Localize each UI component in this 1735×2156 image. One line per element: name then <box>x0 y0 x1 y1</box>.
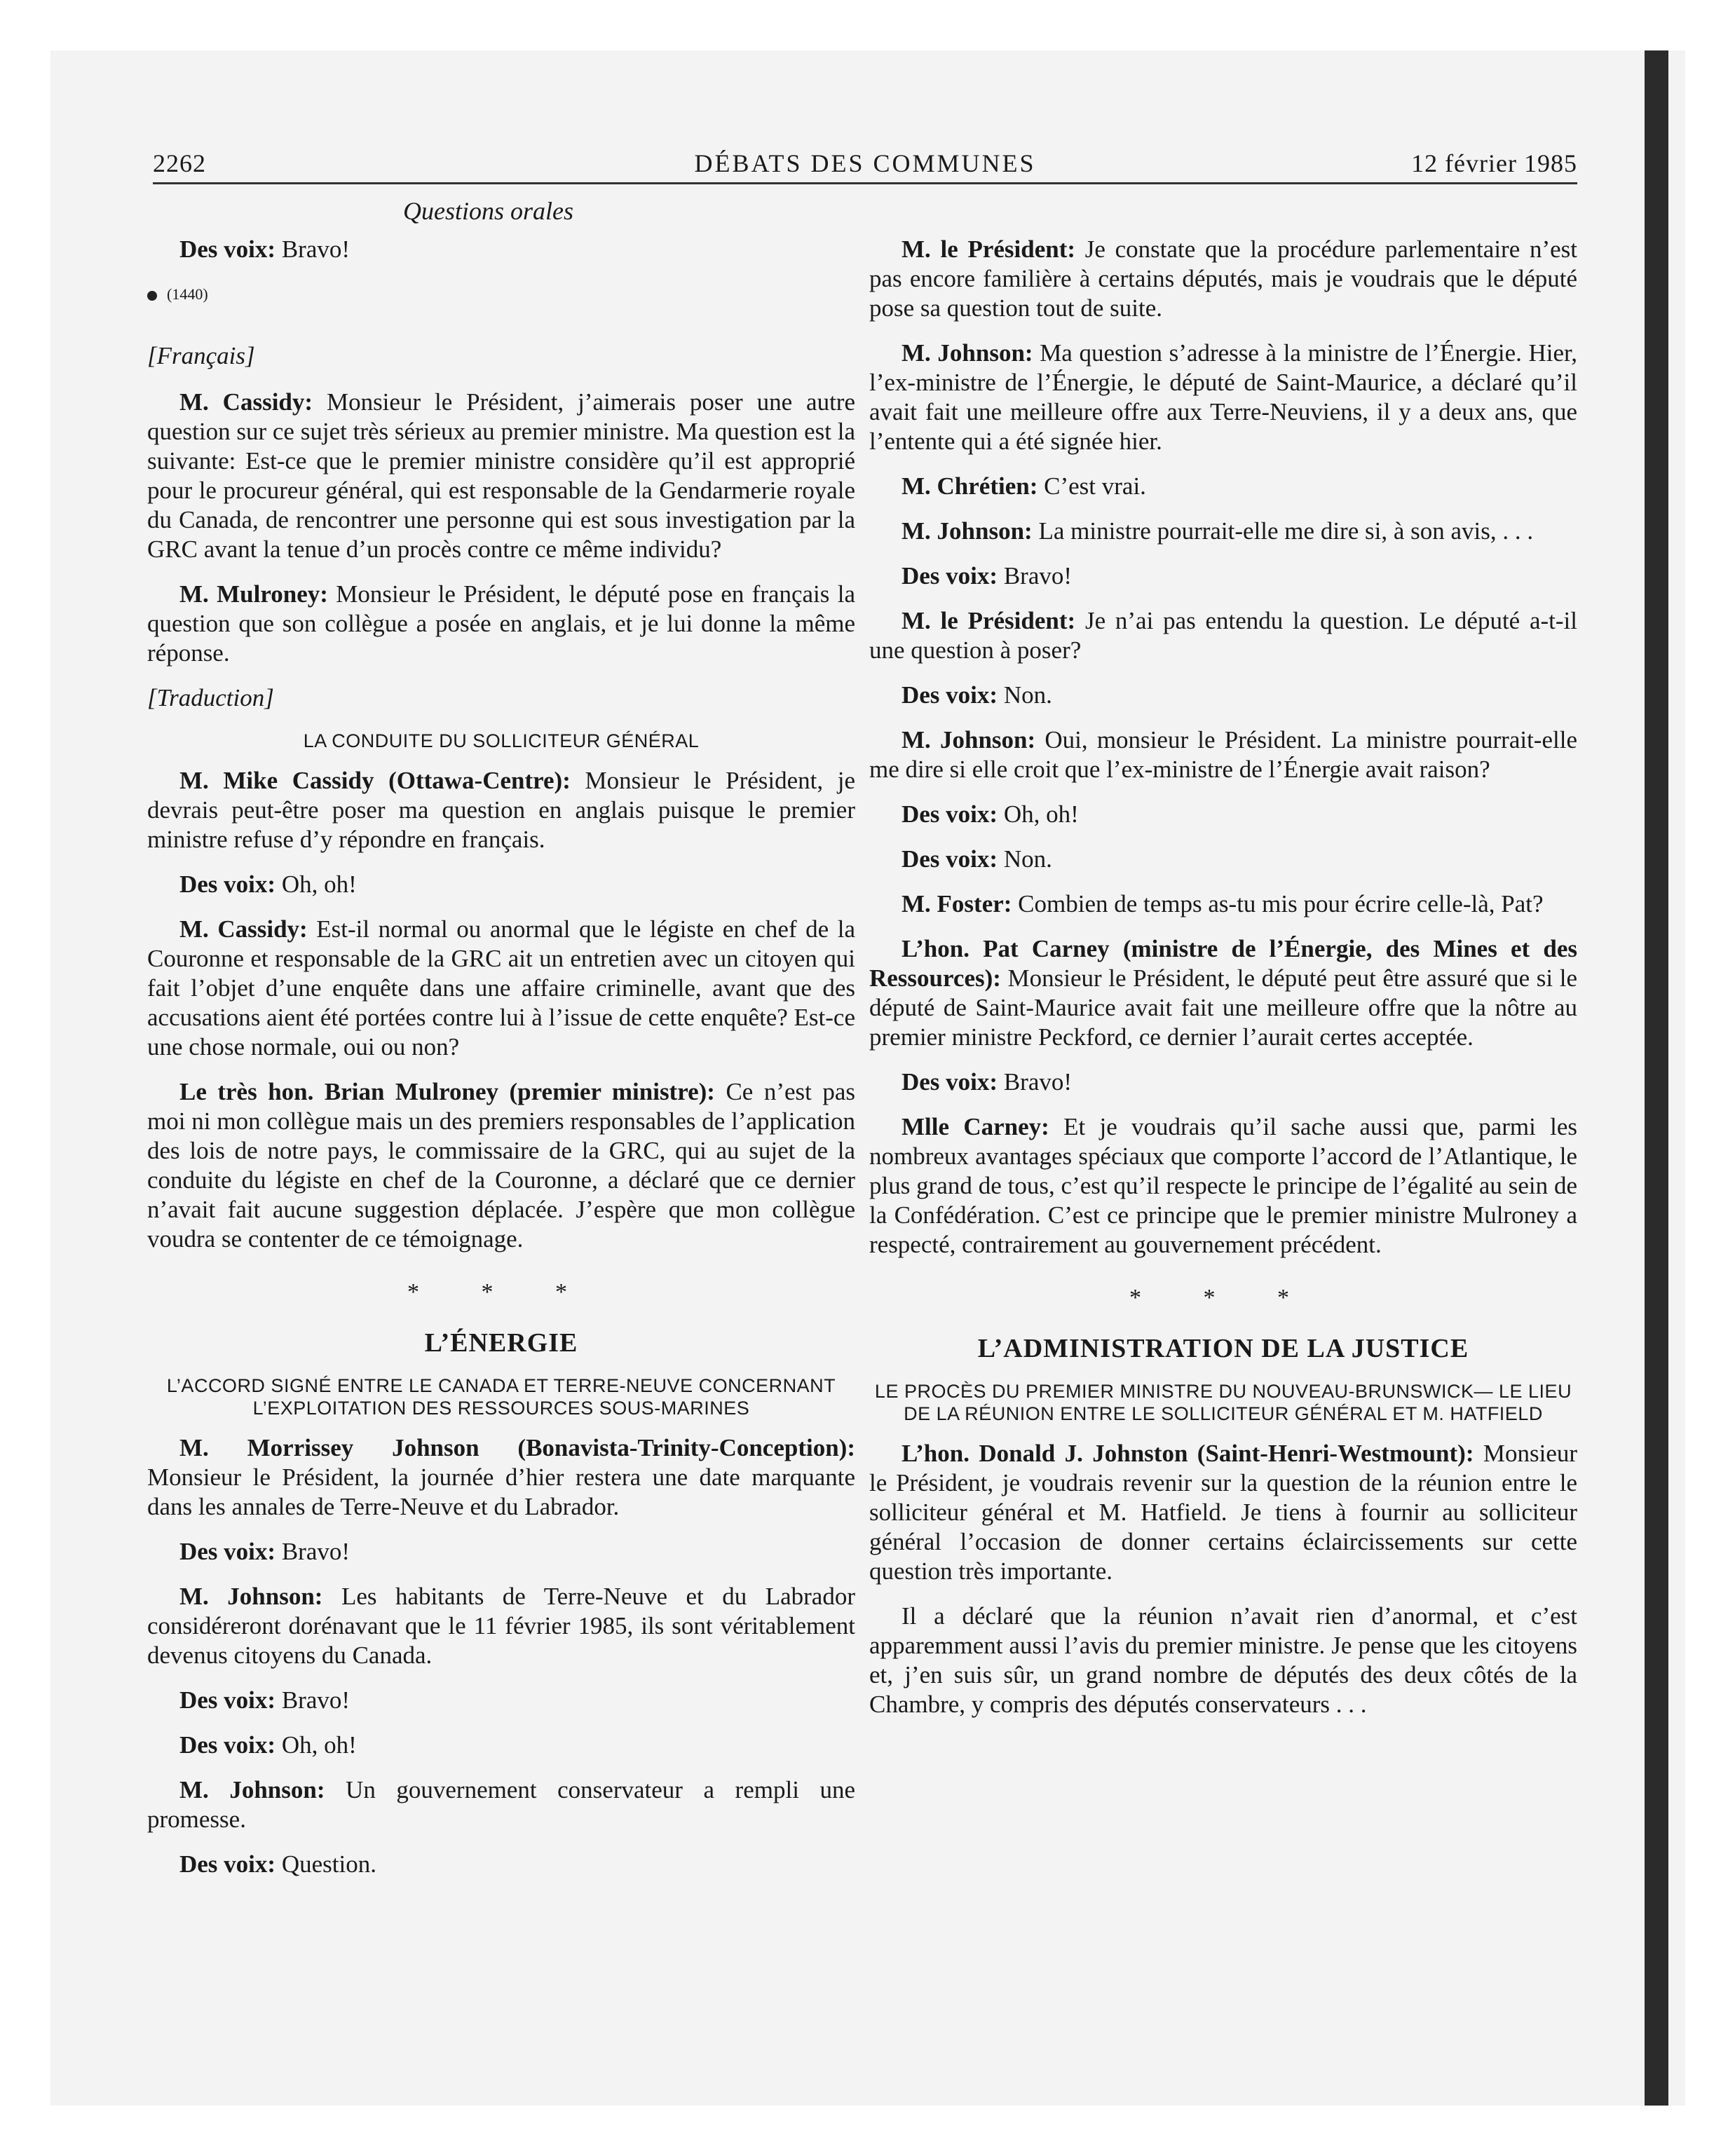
speech-paragraph <box>147 1433 855 1522</box>
speech-paragraph <box>147 766 855 854</box>
speech-text: Combien de temps as-tu mis pour écrire celle-là, Pat? <box>1012 890 1544 917</box>
speaker-name: L’hon. Pat Carney (ministre de l’Énergie, des Mines et des Ressources): <box>869 935 1577 992</box>
speaker-name: Des voix: <box>179 1850 276 1878</box>
section-separator: * * * <box>407 1279 595 1305</box>
section-title: L’ÉNERGIE <box>424 1328 578 1358</box>
speech-text: Non. <box>998 681 1052 709</box>
speech-text: La ministre pourrait-elle me dire si, à son avis, . . . <box>1032 517 1534 545</box>
speech-paragraph <box>147 1731 855 1760</box>
page-header <box>153 139 1577 184</box>
speech-paragraph <box>147 870 855 899</box>
speech-text: Bravo! <box>998 562 1073 589</box>
speech-text: Monsieur le Président, le député peut être assuré que si le député de Saint-Maurice avait fait une meilleure offre que la nôtre au premier ministre Peckford, ce dernier l’aurait certes acceptée. <box>869 964 1577 1051</box>
speech-paragraph <box>869 517 1577 546</box>
speech-paragraph <box>869 1112 1577 1260</box>
speech-paragraph <box>869 606 1577 665</box>
speech-paragraph <box>869 800 1577 829</box>
speech-paragraph <box>869 339 1577 456</box>
speaker-name: Des voix: <box>901 1068 998 1096</box>
speaker-name: Des voix: <box>179 236 276 263</box>
speech-paragraph <box>147 388 855 564</box>
speech-text: Ma question s’adresse à la ministre de l’Énergie. Hier, l’ex-ministre de l’Énergie, le député de Saint-Maurice, a déclaré qu’il avait fait une meilleure offre aux Terre-Neuviens, il y a deux ans, que l’entente qui a été signée hier. <box>869 339 1577 455</box>
speaker-name: Des voix: <box>901 681 998 709</box>
speech-text: Bravo! <box>275 1686 351 1714</box>
speaker-name: Des voix: <box>901 800 998 828</box>
section-title: L’ADMINISTRATION DE LA JUSTICE <box>977 1334 1469 1363</box>
speech-text: Non. <box>998 845 1052 873</box>
speaker-name: M. Johnson: <box>901 517 1033 545</box>
speech-text: Bravo! <box>998 1068 1073 1096</box>
speech-paragraph <box>869 1439 1577 1586</box>
speaker-name: Des voix: <box>179 1686 276 1714</box>
speaker-name: L’hon. Donald J. Johnston (Saint-Henri-Westmount): <box>901 1440 1474 1467</box>
speaker-name: M. Johnson: <box>901 339 1033 367</box>
speech-text: C’est vrai. <box>1037 472 1146 500</box>
speech-text: Bravo! <box>275 236 351 263</box>
speaker-name: M. Johnson: <box>179 1776 325 1803</box>
speaker-name: Des voix: <box>179 1731 276 1759</box>
subheading: LE PROCÈS DU PREMIER MINISTRE DU NOUVEAU-BRUNSWICK— LE LIEU DE LA RÉUNION ENTRE LE SOLLICITEUR GÉNÉRAL ET M. HATFIELD <box>874 1381 1572 1424</box>
speech-paragraph <box>147 1686 855 1715</box>
speech-text: Oh, oh! <box>275 871 357 898</box>
speech-text: Oui, monsieur le Président. La ministre pourrait-elle me dire si elle croit que l’ex-ministre de l’Énergie avait raison? <box>869 726 1577 783</box>
speech-text: Monsieur le Président, je devrais peut-être poser ma question en anglais puisque le premier ministre refuse d’y répondre en français. <box>147 767 855 853</box>
section-separator: * * * <box>1129 1285 1317 1311</box>
right-column <box>869 235 1577 1735</box>
speaker-name: M. Cassidy: <box>179 388 313 416</box>
speech-paragraph <box>869 1602 1577 1719</box>
speech-text: Je n’ai pas entendu la question. Le député a-t-il une question à poser? <box>869 607 1577 664</box>
speech-text: Monsieur le Président, le député pose en français la question que son collègue a posée en anglais, et je lui donne la même réponse. <box>147 580 855 667</box>
speaker-name: M. Foster: <box>901 890 1012 917</box>
speech-paragraph <box>869 889 1577 919</box>
speaker-name: M. Mike Cassidy (Ottawa-Centre): <box>179 767 571 794</box>
page-number: 2262 <box>153 149 206 177</box>
speech-text: Je constate que la procédure parlementaire n’est pas encore familière à certains députés, mais je voudrais que le député pose sa question tout de suite. <box>869 236 1577 322</box>
bullet-icon <box>147 291 157 301</box>
speech-text: Monsieur le Président, j’aimerais poser une autre question sur ce sujet très sérieux au premier ministre. Ma question est la suivante: Est-ce que le premier ministre considère qu’il est approprié pour le procureur général, qui est responsable de la Gendarmerie royale du Canada, de rencontrer une personne qui est sous investigation par la GRC avant la tenue d’un procès contre ce même individu? <box>147 388 855 563</box>
speaker-name: M. le Président: <box>901 236 1076 263</box>
scan-edge-bar <box>1645 50 1668 2106</box>
speaker-name: Des voix: <box>901 845 998 873</box>
speech-text: Monsieur le Président, la journée d’hier restera une date marquante dans les annales de Terre-Neuve et du Labrador. <box>147 1464 855 1520</box>
speaker-name: M. Cassidy: <box>179 915 308 943</box>
running-head: Questions orales <box>403 197 573 225</box>
speaker-name: M. Mulroney: <box>179 580 328 608</box>
speaker-name: Le très hon. Brian Mulroney (premier ministre): <box>179 1078 715 1105</box>
speech-paragraph <box>869 681 1577 710</box>
speech-text: Est-il normal ou anormal que le légiste en chef de la Couronne et responsable de la GRC ait un entretien avec un citoyen qui fait l’objet d’une enquête dans une affaire criminelle, avant que des accusations aient été portées contre lui à l’issue de cette enquête? Est-ce une chose normale, oui ou non? <box>147 915 855 1060</box>
speech-paragraph <box>147 580 855 668</box>
speech-text: Les habitants de Terre-Neuve et du Labrador considéreront dorénavant que le 11 février 1985, ils sont véritablement devenus citoyens du Canada. <box>147 1583 855 1669</box>
speaker-name: M. Chrétien: <box>901 472 1038 500</box>
speaker-name: M. Johnson: <box>179 1583 323 1610</box>
speech-text: Ce n’est pas moi ni mon collègue mais un des premiers responsables de l’application des lois de notre pays, le commissaire de la GRC, qui au sujet de la conduite du légiste en chef de la Couronne, a déclaré que ce dernier n’avait fait aucune suggestion déplacée. J’espère que mon collègue voudra se contenter de ce témoignage. <box>147 1078 855 1253</box>
speech-paragraph <box>147 1775 855 1834</box>
speech-paragraph <box>869 725 1577 784</box>
time-marker-text: (1440) <box>167 285 208 303</box>
speech-text: Oh, oh! <box>998 800 1079 828</box>
speaker-name: M. le Président: <box>901 607 1076 634</box>
speaker-name: M. Johnson: <box>901 726 1036 753</box>
speech-text: Un gouvernement conservateur a rempli une promesse. <box>147 1776 855 1833</box>
speech-paragraph <box>147 1077 855 1254</box>
speech-paragraph <box>147 1850 855 1879</box>
language-marker: [Français] <box>147 342 255 369</box>
subheading: LA CONDUITE DU SOLLICITEUR GÉNÉRAL <box>303 730 700 751</box>
speech-text: Monsieur le Président, je voudrais revenir sur la question de la réunion entre le solliciteur général et M. Hatfield. Je tiens à fournir au solliciteur général l’occasion de donner certains éclaircissements sur cette question très importante. <box>869 1440 1578 1585</box>
speech-paragraph <box>869 235 1577 323</box>
speech-text: Il a déclaré que la réunion n’avait rien d’anormal, et c’est apparemment aussi l’avis du premier ministre. Je pense que les citoyens et, j’en suis sûr, un grand nombre de députés des deux côtés de la Chambre, y compris des députés conservateurs . . . <box>869 1602 1577 1718</box>
subheading: L’ACCORD SIGNÉ ENTRE LE CANADA ET TERRE-NEUVE CONCERNANT L’EXPLOITATION DES RESSOURCES SOUS-MARINES <box>166 1375 836 1419</box>
left-column <box>147 235 855 1895</box>
speech-paragraph <box>147 1582 855 1670</box>
speech-paragraph <box>869 472 1577 501</box>
speaker-name: Des voix: <box>179 1538 276 1565</box>
language-marker: [Traduction] <box>147 684 274 711</box>
speaker-name: Des voix: <box>179 871 276 898</box>
speech-paragraph <box>869 561 1577 591</box>
speaker-name: Des voix: <box>901 562 998 589</box>
speaker-name: M. Morrissey Johnson (Bonavista-Trinity-Conception): <box>179 1434 855 1461</box>
speech-paragraph <box>869 1067 1577 1097</box>
speech-paragraph <box>147 1537 855 1567</box>
time-marker <box>147 280 855 309</box>
page-date: 12 février 1985 <box>1411 149 1577 177</box>
speech-text: Question. <box>275 1850 376 1878</box>
speech-text: Bravo! <box>275 1538 351 1565</box>
speech-paragraph <box>147 915 855 1062</box>
speech-paragraph <box>869 845 1577 874</box>
speaker-name: Mlle Carney: <box>901 1113 1049 1140</box>
speech-text: Oh, oh! <box>275 1731 357 1759</box>
speech-paragraph <box>147 235 855 264</box>
publication-title: DÉBATS DES COMMUNES <box>694 149 1036 177</box>
speech-paragraph <box>869 934 1577 1052</box>
speech-text: Et je voudrais qu’il sache aussi que, parmi les nombreux avantages spéciaux que comporte l’accord de l’Atlantique, le plus grand de tous, c’est qu’il respecte le principe de l’égalité au sein de la Confédération. C’est ce principe que le premier ministre Mulroney a respecté, contrairement au gouvernement précédent. <box>869 1113 1578 1258</box>
